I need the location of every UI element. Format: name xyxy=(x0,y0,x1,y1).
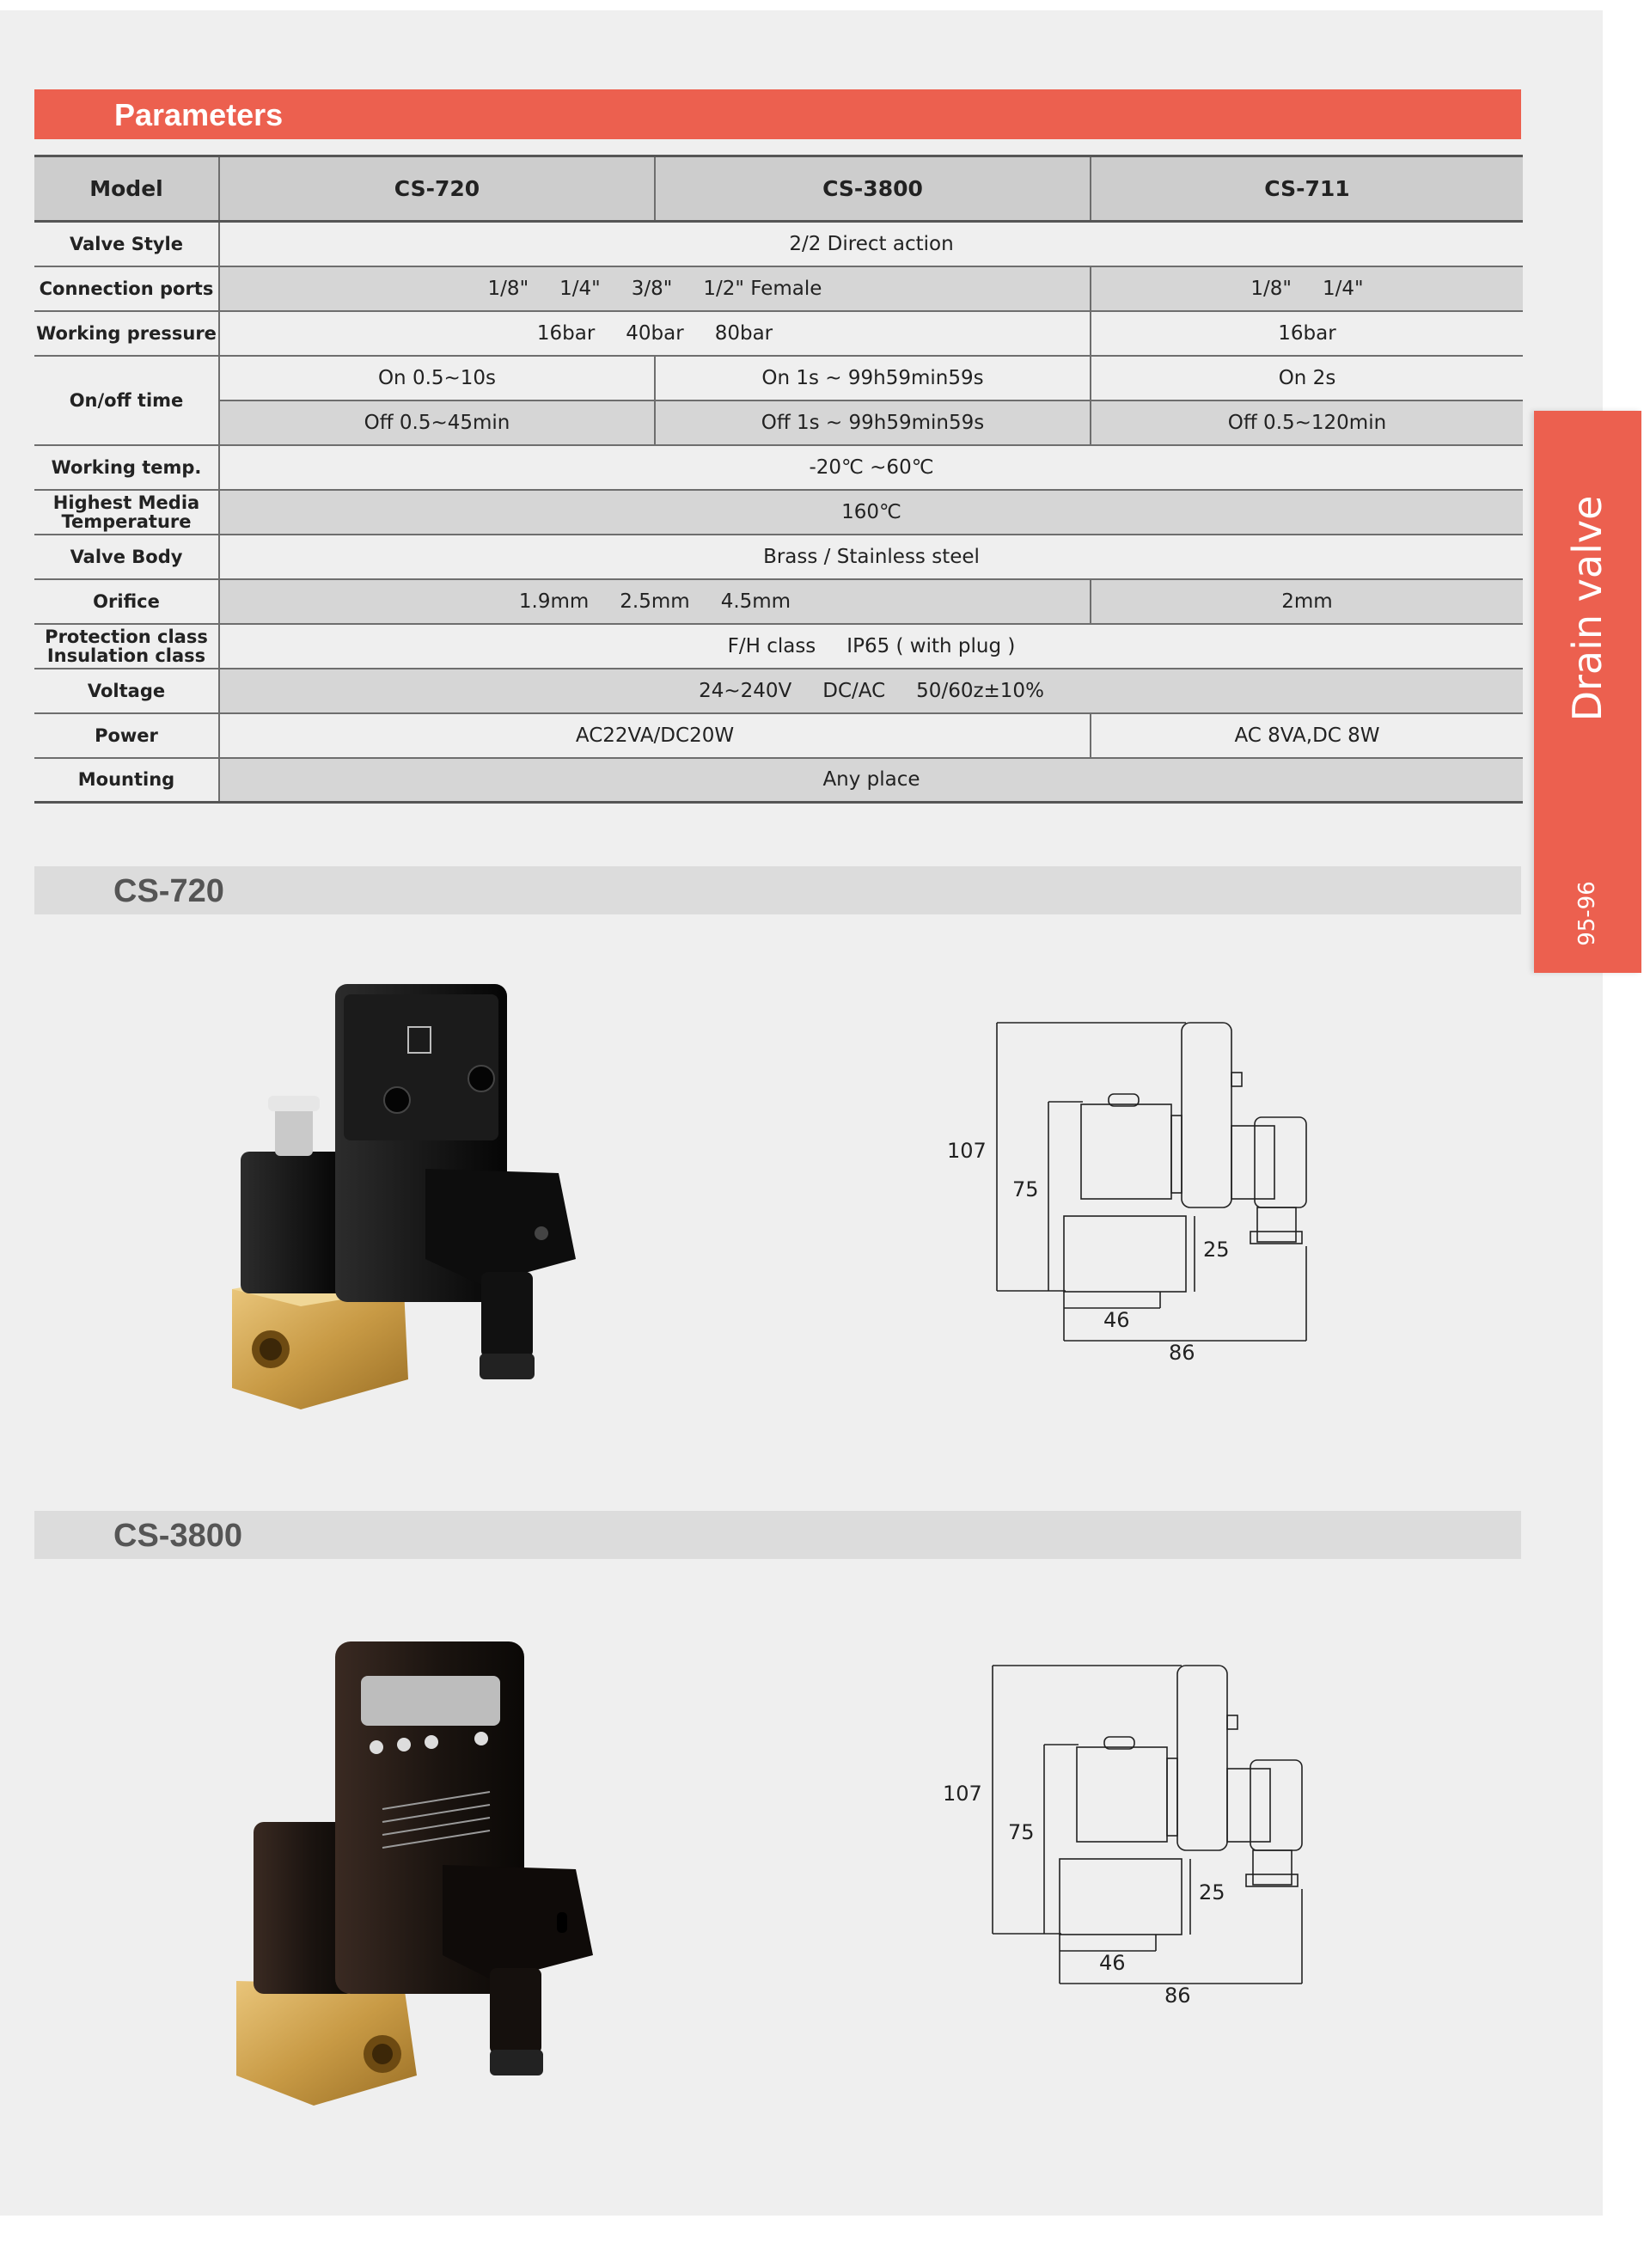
row-label: Valve Body xyxy=(34,535,219,579)
section-title: CS-720 xyxy=(113,873,224,909)
row-label: Working pressure xyxy=(34,311,219,356)
model-cs711-header: CS-711 xyxy=(1091,156,1523,222)
table-row-valve-style xyxy=(34,222,1523,266)
table-row-mounting xyxy=(34,758,1523,803)
table-row-voltage xyxy=(34,669,1523,713)
dim-h-base: 25 xyxy=(1203,1238,1230,1262)
valve-body-value: Brass / Stainless steel xyxy=(219,535,1523,579)
dim-h-total: 107 xyxy=(947,1139,987,1163)
on-time-cs720: On 0.5~10s xyxy=(219,356,655,400)
table-row-protection xyxy=(34,624,1523,669)
row-label: On/off time xyxy=(34,356,219,445)
row-label: Connection ports xyxy=(34,266,219,311)
on-time-cs3800: On 1s ~ 99h59min59s xyxy=(655,356,1091,400)
section-bar-cs3800 xyxy=(34,1511,1521,1559)
working-pressure-cs711: 16bar xyxy=(1091,311,1523,356)
section-bar-cs720 xyxy=(34,866,1521,914)
row-label: Working temp. xyxy=(34,445,219,490)
row-label: Mounting xyxy=(34,758,219,803)
off-time-cs720: Off 0.5~45min xyxy=(219,400,655,445)
power-cs711: AC 8VA,DC 8W xyxy=(1091,713,1523,758)
dim-w-total: 86 xyxy=(1169,1341,1195,1365)
cs3800-product-photo xyxy=(232,1637,602,2110)
dim-w-total: 86 xyxy=(1164,1984,1191,2008)
model-cs3800-header: CS-3800 xyxy=(655,156,1091,222)
model-cs720-header: CS-720 xyxy=(219,156,655,222)
off-time-cs711: Off 0.5~120min xyxy=(1091,400,1523,445)
highest-media-value: 160℃ xyxy=(219,490,1523,535)
table-row-working-pressure xyxy=(34,311,1523,356)
parameters-title: Parameters xyxy=(114,97,284,132)
dim-w-base: 46 xyxy=(1099,1951,1126,1975)
protection-value: F/H class IP65 ( with plug ) xyxy=(219,624,1523,669)
table-header-row xyxy=(34,156,1523,222)
row-label: Protection class Insulation class xyxy=(34,624,219,669)
working-temp-value: -20℃ ~60℃ xyxy=(219,445,1523,490)
orifice-cs711: 2mm xyxy=(1091,579,1523,624)
dim-h-body: 75 xyxy=(1008,1820,1035,1844)
connection-ports-cs711: 1/8" 1/4" xyxy=(1091,266,1523,311)
power-cs720-3800: AC22VA/DC20W xyxy=(219,713,1091,758)
dim-w-base: 46 xyxy=(1103,1308,1130,1332)
dim-h-total: 107 xyxy=(943,1782,982,1806)
row-label: Highest Media Temperature xyxy=(34,490,219,535)
table-row-on-time xyxy=(34,356,1523,400)
table-row-power xyxy=(34,713,1523,758)
cs720-product-photo xyxy=(223,975,584,1422)
side-tab-title: Drain valve xyxy=(1564,495,1610,722)
connection-ports-cs720-3800: 1/8" 1/4" 3/8" 1/2" Female xyxy=(219,266,1091,311)
table-row-orifice xyxy=(34,579,1523,624)
row-label: Voltage xyxy=(34,669,219,713)
table-row-off-time xyxy=(34,400,1523,445)
table-row-highest-media xyxy=(34,490,1523,535)
section-title: CS-3800 xyxy=(113,1518,242,1554)
mounting-value: Any place xyxy=(219,758,1523,803)
table-row-working-temp xyxy=(34,445,1523,490)
parameters-table xyxy=(34,155,1523,804)
off-time-cs3800: Off 1s ~ 99h59min59s xyxy=(655,400,1091,445)
side-tab-pages: 95-96 xyxy=(1574,881,1600,946)
valve-style-value: 2/2 Direct action xyxy=(219,222,1523,266)
orifice-cs720-3800: 1.9mm 2.5mm 4.5mm xyxy=(219,579,1091,624)
row-label: Power xyxy=(34,713,219,758)
parameters-banner xyxy=(34,89,1521,139)
dim-h-body: 75 xyxy=(1012,1177,1039,1201)
row-label: Orifice xyxy=(34,579,219,624)
working-pressure-cs720-3800: 16bar 40bar 80bar xyxy=(219,311,1091,356)
dim-h-base: 25 xyxy=(1199,1880,1225,1904)
cs3800-dimension-drawing xyxy=(941,1648,1328,2027)
table-row-connection-ports xyxy=(34,266,1523,311)
side-tab xyxy=(1534,411,1641,973)
model-header: Model xyxy=(34,156,219,222)
table-row-valve-body xyxy=(34,535,1523,579)
row-label: Valve Style xyxy=(34,222,219,266)
voltage-value: 24~240V DC/AC 50/60z±10% xyxy=(219,669,1523,713)
on-time-cs711: On 2s xyxy=(1091,356,1523,400)
cs720-dimension-drawing xyxy=(945,1006,1332,1384)
